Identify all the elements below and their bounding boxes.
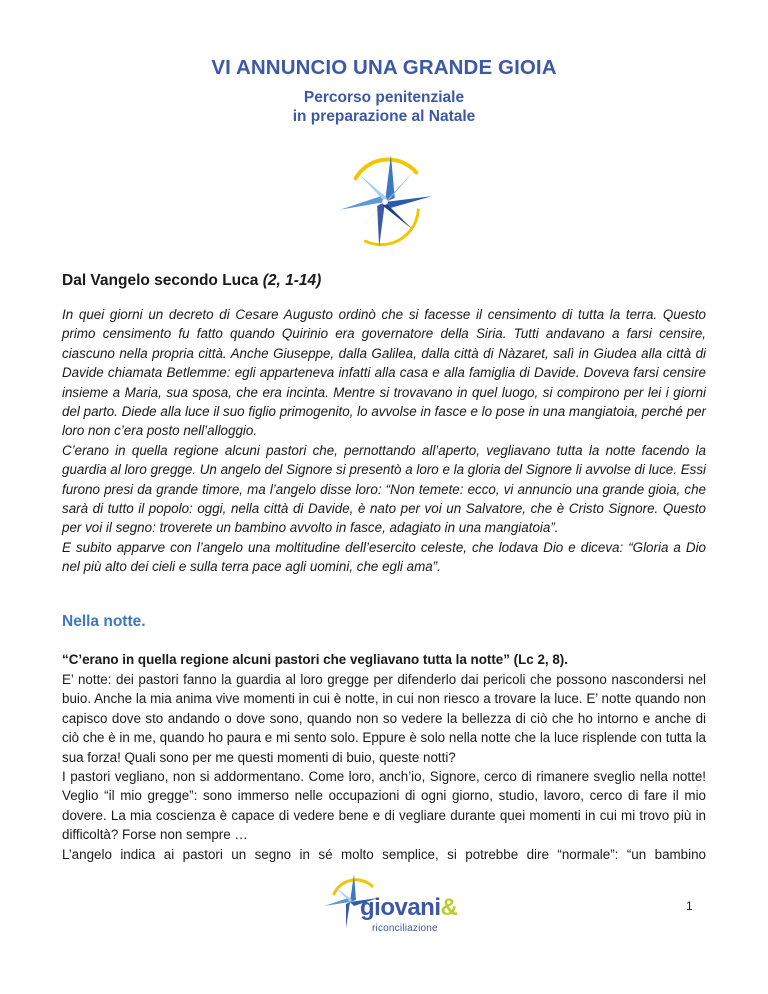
gospel-paragraph: C’erano in quella regione alcuni pastori che, pernottando all’aperto, vegliavano tutta la notte facendo la guardia al loro gregge. Un angelo del Signore si presentò a loro e la gloria del Signore li avvolse di luce. Essi furono presi da grande timore, ma l’angelo disse loro: “Non temete: ecco, vi annuncio una grande gioia, che sarà di tutto il popolo: oggi, nella città di Davide, è nato per voi un Salvatore, che è Cristo Signore. Questo per voi il segno: troverete un bambino avvolto in fasce, adagiato in una mangiatoia”. — [62, 442, 706, 536]
page-number: 1 — [686, 899, 693, 913]
subtitle-line-1: Percorso penitenziale — [303, 89, 465, 106]
gospel-text — [62, 305, 706, 577]
gospel-heading — [62, 272, 321, 290]
subtitle-line-2: in preparazione al Natale — [292, 108, 476, 125]
section-quote: “C’erano in quella regione alcuni pastori che vegliavano tutta la notte” (Lc 2, 8). — [62, 652, 568, 667]
gospel-paragraph: E subito apparve con l’angelo una moltitudine dell’esercito celeste, che lodava Dio e diceva: “Gloria a Dio nel più alto dei cieli e sulla terra pace agli uomini, che egli ama”. — [62, 539, 706, 575]
body-paragraph: I pastori vegliano, non si addormentano. Come loro, anch’io, Signore, cerco di rimanere sveglio nella notte! Veglio “il mio gregge”: sono immerso nelle occupazioni di ogni giorno, studio, lavoro, cerco di fare il mio dovere. La mia coscienza è capace di vedere bene e di vegliare durante quei momenti in cui mi trovo più in difficoltà? Forse non sempre … — [62, 769, 706, 843]
footer-logo — [312, 872, 462, 942]
footer-logo-subtitle: riconciliazione — [372, 923, 438, 934]
page-title: VI ANNUNCIO UNA GRANDE GIOIA — [211, 56, 557, 79]
footer-logo-ampersand: & — [440, 894, 458, 921]
body-paragraph: E’ notte: dei pastori fanno la guardia al loro gregge per difenderlo dai pericoli che possono nascondersi nel buio. Anche la mia anima vive momenti in cui è notte, in cui non riesco a trovare la luce. E’ notte quando non capisco dove sto andando o dove sono, quando non so vedere la bellezza di ciò che ho intorno e anche di ciò che è in me, quando ho paura e mi sento solo. Eppure è solo nella notte che la luce risplende con tutta la sua forza! Quali sono per me questi momenti di buio, queste notti? — [62, 672, 706, 765]
section-body — [62, 670, 706, 864]
star-logo — [336, 150, 434, 250]
footer-logo-word: giovani — [360, 894, 441, 921]
page-subtitle — [0, 88, 768, 126]
gospel-heading-text: Dal Vangelo secondo Luca — [62, 272, 259, 289]
gospel-reference: (2, 1-14) — [262, 272, 322, 289]
body-paragraph: L’angelo indica ai pastori un segno in sé molto semplice, si potrebbe dire “normale”: “un bambino — [62, 846, 706, 862]
section-heading: Nella notte. — [62, 613, 146, 630]
footer-logo-wordmark — [360, 894, 457, 922]
gospel-paragraph: In quei giorni un decreto di Cesare Augusto ordinò che si facesse il censimento di tutta la terra. Questo primo censimento fu fatto quando Quirinio era governatore della Siria. Tutti andavano a farsi censire, ciascuno nella propria città. Anche Giuseppe, dalla Galilea, dalla città di Nàzaret, salì in Giudea alla città di Davide chiamata Betlemme: egli apparteneva infatti alla casa e alla famiglia di Davide. Doveva farsi censire insieme a Maria, sua sposa, che era incinta. Mentre si trovavano in quel luogo, si compirono per lei i giorni del parto. Diede alla luce il suo figlio primogenito, lo avvolse in fasce e lo pose in una mangiatoia, perché per loro non c’era posto nell’alloggio. — [62, 307, 706, 439]
